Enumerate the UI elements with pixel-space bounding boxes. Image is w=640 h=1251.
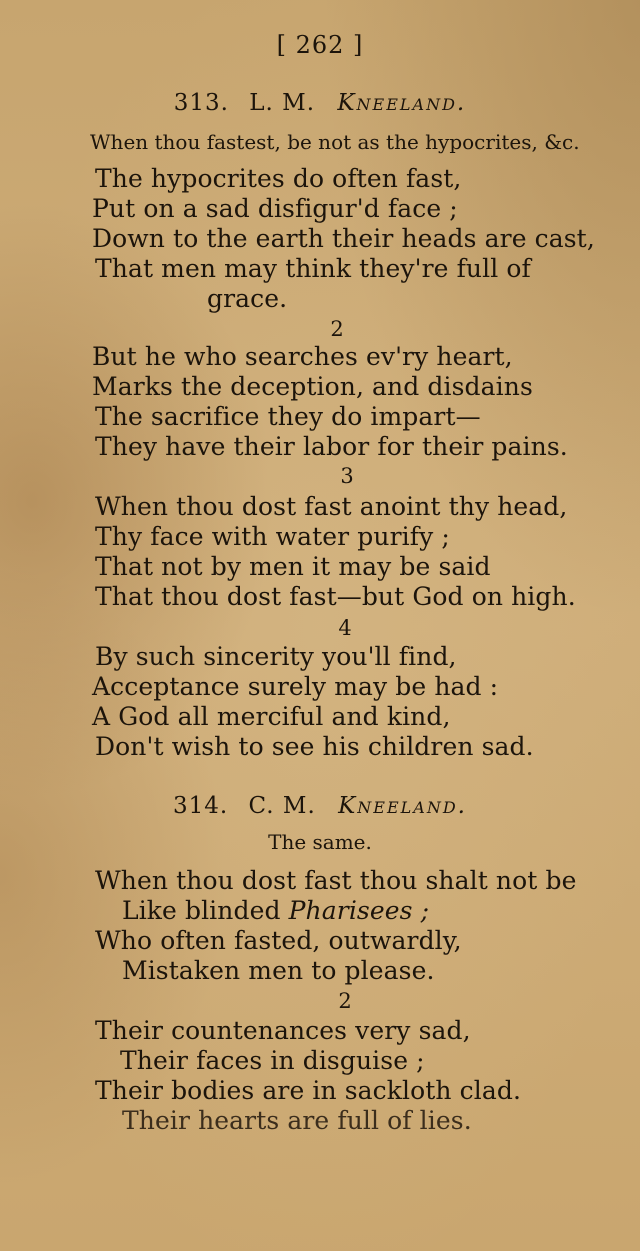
verse-line: That not by men it may be said [95,552,491,581]
verse-number: 3 [340,464,354,488]
verse-line: Their hearts are full of lies. [122,1106,472,1135]
hymn-number: 314. [173,793,229,819]
hymn-313-subtitle: When thou fastest, be not as the hypocrites, &c. [90,130,580,154]
verse-line: Who often fasted, outwardly, [95,926,462,955]
verse-line: Acceptance surely may be had : [92,672,499,701]
verse-line: Their bodies are in sackloth clad. [95,1076,522,1105]
verse-line: They have their labor for their pains. [95,432,568,461]
hymn-tune: Kneeland. [338,793,467,819]
verse-line: But he who searches ev'ry heart, [92,342,513,371]
verse-text: Like blinded [122,896,281,925]
verse-number: 4 [338,616,352,640]
hymn-313-heading [0,89,640,117]
verse-number: 2 [338,989,352,1013]
verse-text-italic: Pharisees ; [288,896,430,925]
page-number: [ 262 ] [276,31,364,59]
verse-line [122,896,429,926]
verse-line: Their countenances very sad, [95,1016,471,1045]
verse-line: Put on a sad disfigur'd face ; [92,194,458,223]
verse-line: When thou dost fast anoint thy head, [95,492,568,521]
verse-line: When thou dost fast thou shalt not be [95,866,577,895]
verse-line: That men may think they're full of [95,254,531,283]
hymn-314-subtitle: The same. [268,830,372,854]
hymn-tune: Kneeland. [337,90,467,116]
verse-number: 2 [330,317,344,341]
verse-line: The sacrifice they do impart— [95,402,481,431]
hymn-meter: L. M. [249,90,316,116]
verse-line: That thou dost fast—but God on high. [95,582,576,611]
verse-line: By such sincerity you'll find, [95,642,457,671]
verse-line: Their faces in disguise ; [120,1046,425,1075]
verse-line: Mistaken men to please. [122,956,435,985]
verse-line: The hypocrites do often fast, [95,164,462,193]
hymn-314-heading [0,792,640,820]
verse-line: Thy face with water purify ; [95,522,450,551]
hymn-number: 313. [173,90,229,116]
verse-line: A God all merciful and kind, [92,702,451,731]
verse-line: Marks the deception, and disdains [92,372,533,401]
verse-line: grace. [207,284,288,313]
verse-line: Down to the earth their heads are cast, [92,224,595,253]
hymn-meter: C. M. [248,793,316,819]
verse-line: Don't wish to see his children sad. [95,732,534,761]
